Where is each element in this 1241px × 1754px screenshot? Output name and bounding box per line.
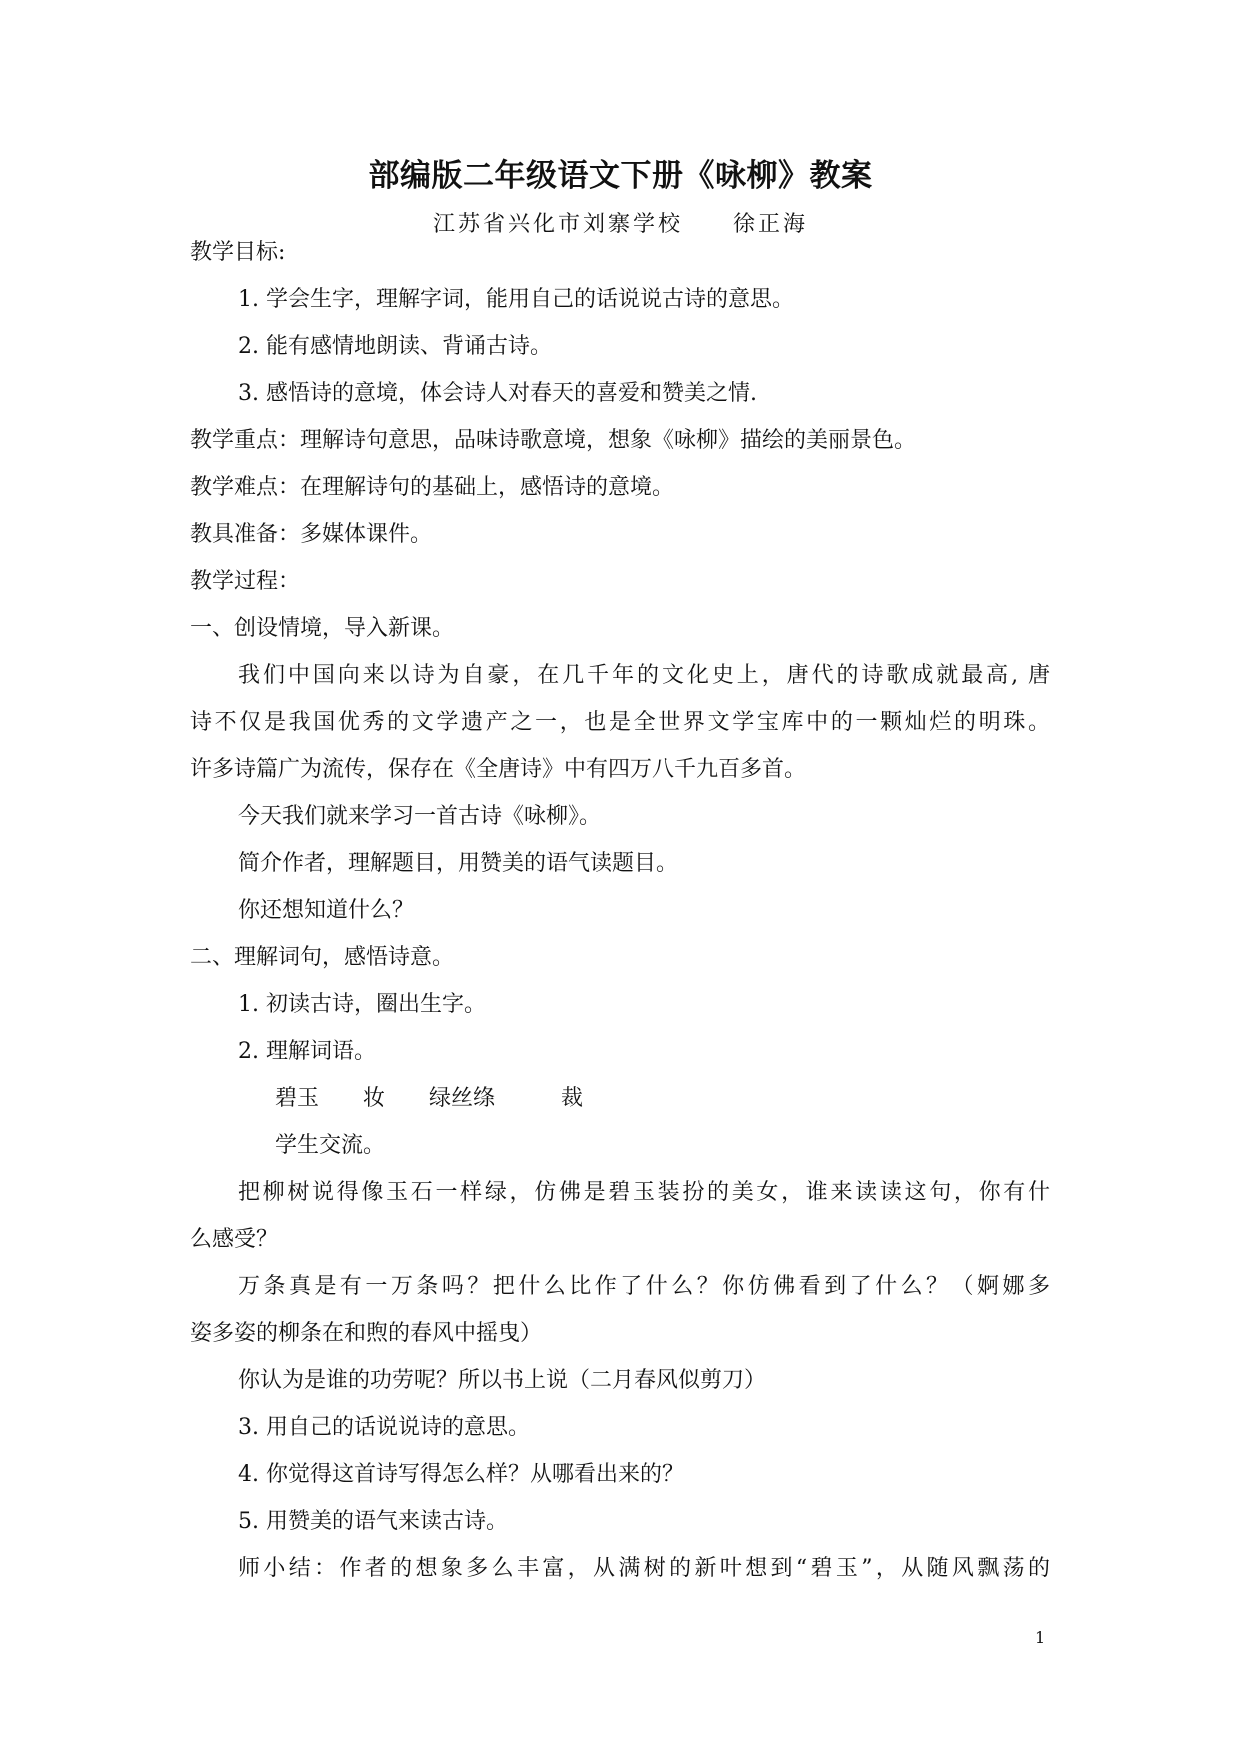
paragraph-line: 师小结：作者的想象多么丰富，从满树的新叶想到“碧玉”，从随风飘荡的 — [238, 1556, 1050, 1581]
key-points-line: 教学重点：理解诗句意思，品味诗歌意境，想象《咏柳》描绘的美丽景色。 — [190, 428, 917, 453]
paragraph-line: 你认为是谁的功劳呢？所以书上说（二月春风似剪刀） — [238, 1368, 767, 1393]
step-heading-1: 一、创设情境，导入新课。 — [190, 616, 455, 641]
vocabulary-words: 碧玉 妆 绿丝绦 裁 — [275, 1086, 584, 1111]
author-line: 江苏省兴化市刘寨学校 徐正海 — [432, 212, 808, 237]
list-item: 1. 初读古诗，圈出生字。 — [238, 992, 486, 1017]
section-heading-process: 教学过程： — [190, 569, 301, 594]
paragraph-line: 许多诗篇广为流传，保存在《全唐诗》中有四万八千九百多首。 — [190, 757, 807, 782]
objective-item: 3. 感悟诗的意境，体会诗人对春天的喜爱和赞美之情. — [238, 381, 757, 406]
teaching-aids-line: 教具准备：多媒体课件。 — [190, 522, 433, 547]
list-item: 3. 用自己的话说说诗的意思。 — [238, 1415, 530, 1440]
difficult-points-line: 教学难点：在理解诗句的基础上，感悟诗的意境。 — [190, 475, 675, 500]
paragraph-line: 把柳树说得像玉石一样绿，仿佛是碧玉装扮的美女，谁来读读这句，你有什 — [238, 1180, 1050, 1205]
paragraph-line: 我们中国向来以诗为自豪，在几千年的文化史上，唐代的诗歌成就最高, 唐 — [238, 663, 1050, 688]
objective-item: 1. 学会生字，理解字词，能用自己的话说说古诗的意思。 — [238, 287, 794, 312]
objective-item: 2. 能有感情地朗读、背诵古诗。 — [238, 334, 552, 359]
page-number: 1 — [1035, 1628, 1046, 1647]
list-item: 5. 用赞美的语气来读古诗。 — [238, 1509, 508, 1534]
paragraph-line: 万条真是有一万条吗？把什么比作了什么？你仿佛看到了什么？（婀娜多 — [238, 1274, 1050, 1299]
list-item: 2. 理解词语。 — [238, 1039, 376, 1064]
list-item: 4. 你觉得这首诗写得怎么样？从哪看出来的？ — [238, 1462, 684, 1487]
step-heading-2: 二、理解词句，感悟诗意。 — [190, 945, 455, 970]
paragraph-line: 诗不仅是我国优秀的文学遗产之一，也是全世界文学宝库中的一颗灿烂的明珠。 — [190, 710, 1050, 735]
paragraph-line: 简介作者，理解题目，用赞美的语气读题目。 — [238, 851, 679, 876]
paragraph-line: 你还想知道什么？ — [238, 898, 415, 923]
paragraph-line: 今天我们就来学习一首古诗《咏柳》。 — [238, 804, 602, 829]
paragraph-line: 么感受？ — [190, 1227, 279, 1252]
paragraph-line: 学生交流。 — [275, 1133, 386, 1158]
section-heading-objectives: 教学目标: — [190, 240, 286, 265]
paragraph-line: 姿多姿的柳条在和煦的春风中摇曳） — [190, 1321, 543, 1346]
document-title: 部编版二年级语文下册《咏柳》教案 — [368, 158, 873, 194]
